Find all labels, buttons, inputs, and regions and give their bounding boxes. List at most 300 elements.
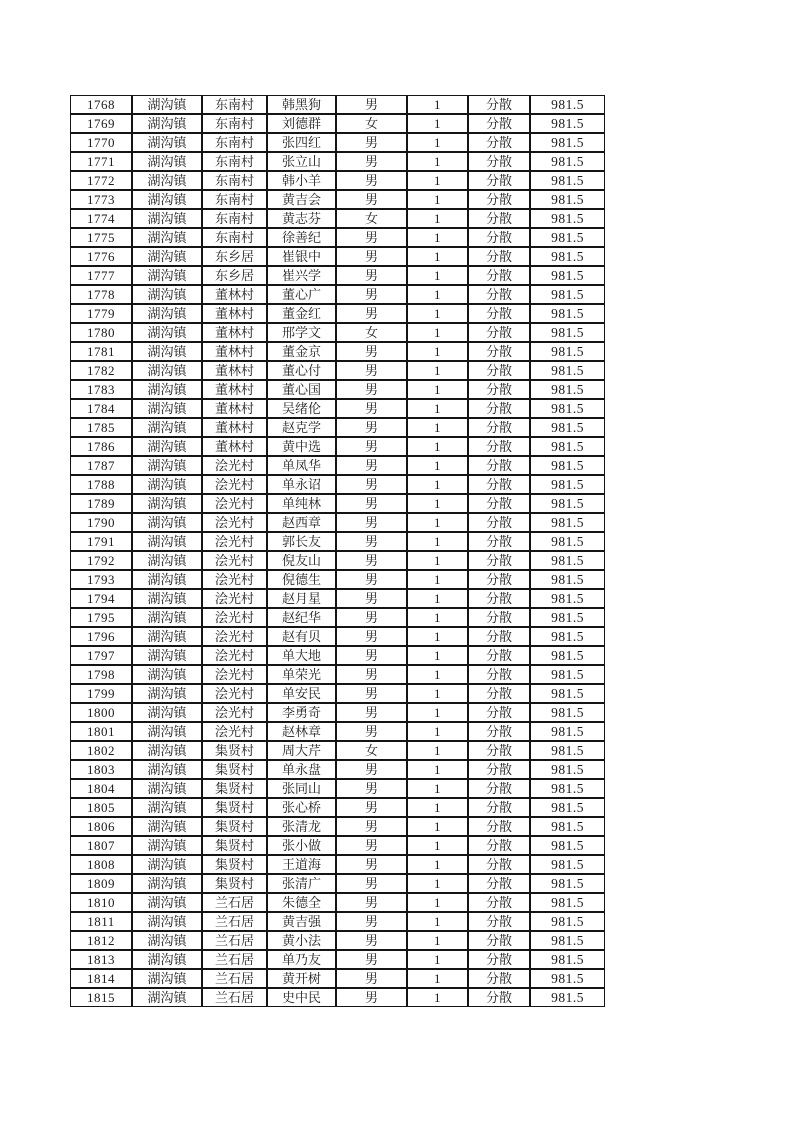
cell-town: 湖沟镇 [132,342,202,361]
cell-town: 湖沟镇 [132,798,202,817]
table-row [70,266,605,285]
table-row [70,893,605,912]
cell-gender: 男 [336,798,407,817]
cell-count: 1 [407,342,468,361]
cell-type: 分散 [468,285,530,304]
cell-town: 湖沟镇 [132,722,202,741]
cell-name: 单凤华 [267,456,336,475]
cell-serial: 1804 [70,779,132,798]
table-row [70,608,605,627]
cell-count: 1 [407,285,468,304]
cell-name: 单乃友 [267,950,336,969]
cell-village: 浍光村 [202,456,267,475]
cell-amount: 981.5 [530,589,605,608]
cell-count: 1 [407,418,468,437]
cell-type: 分散 [468,988,530,1007]
cell-serial: 1770 [70,133,132,152]
cell-amount: 981.5 [530,209,605,228]
cell-village: 兰石居 [202,893,267,912]
cell-count: 1 [407,475,468,494]
cell-village: 浍光村 [202,475,267,494]
table-row [70,228,605,247]
cell-village: 东南村 [202,95,267,114]
cell-town: 湖沟镇 [132,874,202,893]
cell-count: 1 [407,551,468,570]
cell-count: 1 [407,399,468,418]
cell-town: 湖沟镇 [132,836,202,855]
cell-town: 湖沟镇 [132,152,202,171]
cell-gender: 男 [336,893,407,912]
cell-gender: 男 [336,969,407,988]
cell-serial: 1796 [70,627,132,646]
table-row [70,760,605,779]
cell-amount: 981.5 [530,323,605,342]
cell-gender: 女 [336,323,407,342]
cell-serial: 1782 [70,361,132,380]
cell-town: 湖沟镇 [132,380,202,399]
cell-village: 浍光村 [202,665,267,684]
cell-count: 1 [407,190,468,209]
cell-gender: 女 [336,741,407,760]
cell-count: 1 [407,152,468,171]
cell-serial: 1794 [70,589,132,608]
cell-name: 董金红 [267,304,336,323]
cell-count: 1 [407,437,468,456]
cell-village: 兰石居 [202,912,267,931]
cell-name: 董心国 [267,380,336,399]
cell-name: 赵林章 [267,722,336,741]
cell-town: 湖沟镇 [132,475,202,494]
cell-count: 1 [407,988,468,1007]
cell-name: 黄吉强 [267,912,336,931]
cell-gender: 男 [336,399,407,418]
cell-amount: 981.5 [530,722,605,741]
cell-type: 分散 [468,817,530,836]
cell-gender: 男 [336,570,407,589]
cell-village: 董林村 [202,418,267,437]
cell-count: 1 [407,874,468,893]
cell-amount: 981.5 [530,190,605,209]
cell-name: 徐善纪 [267,228,336,247]
cell-village: 东南村 [202,152,267,171]
cell-town: 湖沟镇 [132,494,202,513]
cell-name: 董心付 [267,361,336,380]
cell-town: 湖沟镇 [132,817,202,836]
cell-serial: 1808 [70,855,132,874]
cell-gender: 男 [336,494,407,513]
cell-count: 1 [407,114,468,133]
cell-name: 崔银中 [267,247,336,266]
cell-village: 东南村 [202,190,267,209]
cell-serial: 1813 [70,950,132,969]
cell-amount: 981.5 [530,874,605,893]
cell-town: 湖沟镇 [132,532,202,551]
cell-town: 湖沟镇 [132,456,202,475]
cell-serial: 1780 [70,323,132,342]
cell-amount: 981.5 [530,247,605,266]
cell-village: 浍光村 [202,494,267,513]
cell-gender: 男 [336,912,407,931]
cell-count: 1 [407,627,468,646]
cell-gender: 男 [336,988,407,1007]
cell-type: 分散 [468,969,530,988]
cell-town: 湖沟镇 [132,646,202,665]
table-row [70,703,605,722]
cell-serial: 1776 [70,247,132,266]
table-row [70,646,605,665]
cell-gender: 男 [336,513,407,532]
cell-town: 湖沟镇 [132,855,202,874]
cell-count: 1 [407,684,468,703]
cell-serial: 1797 [70,646,132,665]
cell-type: 分散 [468,133,530,152]
cell-town: 湖沟镇 [132,570,202,589]
cell-count: 1 [407,361,468,380]
cell-gender: 男 [336,684,407,703]
table-row [70,988,605,1007]
cell-type: 分散 [468,741,530,760]
cell-count: 1 [407,380,468,399]
cell-type: 分散 [468,779,530,798]
cell-village: 浍光村 [202,589,267,608]
cell-amount: 981.5 [530,95,605,114]
cell-type: 分散 [468,323,530,342]
cell-gender: 男 [336,190,407,209]
cell-type: 分散 [468,361,530,380]
cell-count: 1 [407,646,468,665]
cell-gender: 女 [336,114,407,133]
cell-gender: 男 [336,266,407,285]
cell-gender: 男 [336,551,407,570]
cell-name: 单荣光 [267,665,336,684]
cell-count: 1 [407,494,468,513]
cell-name: 赵月星 [267,589,336,608]
cell-serial: 1795 [70,608,132,627]
cell-gender: 男 [336,665,407,684]
cell-count: 1 [407,798,468,817]
cell-village: 兰石居 [202,950,267,969]
cell-village: 董林村 [202,380,267,399]
table-row [70,342,605,361]
table-row [70,456,605,475]
cell-amount: 981.5 [530,342,605,361]
cell-count: 1 [407,950,468,969]
cell-count: 1 [407,741,468,760]
cell-type: 分散 [468,532,530,551]
cell-amount: 981.5 [530,513,605,532]
cell-town: 湖沟镇 [132,589,202,608]
cell-type: 分散 [468,304,530,323]
cell-name: 张四红 [267,133,336,152]
cell-name: 黄吉会 [267,190,336,209]
table-row [70,836,605,855]
cell-amount: 981.5 [530,152,605,171]
cell-village: 浍光村 [202,532,267,551]
table-row [70,247,605,266]
cell-village: 兰石居 [202,931,267,950]
cell-name: 史中民 [267,988,336,1007]
cell-amount: 981.5 [530,133,605,152]
cell-town: 湖沟镇 [132,323,202,342]
cell-amount: 981.5 [530,969,605,988]
cell-amount: 981.5 [530,380,605,399]
cell-type: 分散 [468,171,530,190]
cell-name: 董心广 [267,285,336,304]
cell-village: 董林村 [202,304,267,323]
cell-type: 分散 [468,209,530,228]
cell-gender: 男 [336,152,407,171]
cell-village: 浍光村 [202,551,267,570]
cell-amount: 981.5 [530,228,605,247]
cell-village: 兰石居 [202,988,267,1007]
cell-serial: 1771 [70,152,132,171]
table-row [70,95,605,114]
cell-name: 张小做 [267,836,336,855]
cell-gender: 男 [336,342,407,361]
cell-type: 分散 [468,627,530,646]
cell-name: 单大地 [267,646,336,665]
cell-type: 分散 [468,475,530,494]
cell-serial: 1810 [70,893,132,912]
cell-type: 分散 [468,418,530,437]
cell-type: 分散 [468,399,530,418]
cell-town: 湖沟镇 [132,285,202,304]
cell-village: 东南村 [202,228,267,247]
cell-gender: 男 [336,760,407,779]
cell-amount: 981.5 [530,741,605,760]
cell-name: 董金京 [267,342,336,361]
cell-type: 分散 [468,437,530,456]
cell-name: 张清龙 [267,817,336,836]
cell-serial: 1779 [70,304,132,323]
table-row [70,969,605,988]
cell-village: 集贤村 [202,817,267,836]
cell-name: 张立山 [267,152,336,171]
cell-town: 湖沟镇 [132,931,202,950]
table-row [70,133,605,152]
cell-amount: 981.5 [530,551,605,570]
cell-village: 董林村 [202,437,267,456]
cell-serial: 1801 [70,722,132,741]
table-row [70,285,605,304]
cell-type: 分散 [468,228,530,247]
cell-serial: 1805 [70,798,132,817]
cell-town: 湖沟镇 [132,608,202,627]
cell-name: 单安民 [267,684,336,703]
cell-village: 浍光村 [202,703,267,722]
cell-village: 董林村 [202,399,267,418]
cell-type: 分散 [468,247,530,266]
cell-town: 湖沟镇 [132,171,202,190]
cell-name: 赵西章 [267,513,336,532]
cell-serial: 1815 [70,988,132,1007]
cell-name: 倪德生 [267,570,336,589]
cell-village: 东南村 [202,114,267,133]
cell-serial: 1809 [70,874,132,893]
beneficiary-table [70,95,605,1007]
cell-count: 1 [407,817,468,836]
cell-name: 黄开树 [267,969,336,988]
cell-gender: 男 [336,532,407,551]
cell-amount: 981.5 [530,931,605,950]
cell-type: 分散 [468,551,530,570]
cell-amount: 981.5 [530,760,605,779]
cell-amount: 981.5 [530,494,605,513]
cell-amount: 981.5 [530,171,605,190]
cell-town: 湖沟镇 [132,133,202,152]
cell-town: 湖沟镇 [132,209,202,228]
cell-count: 1 [407,532,468,551]
cell-count: 1 [407,589,468,608]
cell-village: 东乡居 [202,266,267,285]
cell-name: 韩小羊 [267,171,336,190]
cell-type: 分散 [468,950,530,969]
cell-type: 分散 [468,798,530,817]
cell-town: 湖沟镇 [132,760,202,779]
cell-town: 湖沟镇 [132,247,202,266]
cell-town: 湖沟镇 [132,912,202,931]
cell-type: 分散 [468,912,530,931]
table-row [70,513,605,532]
cell-count: 1 [407,722,468,741]
cell-serial: 1773 [70,190,132,209]
cell-name: 单永诏 [267,475,336,494]
cell-type: 分散 [468,456,530,475]
cell-serial: 1774 [70,209,132,228]
cell-town: 湖沟镇 [132,304,202,323]
cell-serial: 1777 [70,266,132,285]
cell-type: 分散 [468,342,530,361]
cell-village: 浍光村 [202,684,267,703]
cell-amount: 981.5 [530,779,605,798]
cell-count: 1 [407,247,468,266]
cell-count: 1 [407,513,468,532]
cell-village: 兰石居 [202,969,267,988]
cell-count: 1 [407,912,468,931]
cell-amount: 981.5 [530,285,605,304]
cell-name: 吴绪伦 [267,399,336,418]
cell-village: 集贤村 [202,798,267,817]
cell-type: 分散 [468,893,530,912]
cell-type: 分散 [468,380,530,399]
cell-amount: 981.5 [530,399,605,418]
cell-name: 张心桥 [267,798,336,817]
cell-serial: 1784 [70,399,132,418]
cell-town: 湖沟镇 [132,665,202,684]
cell-count: 1 [407,836,468,855]
cell-serial: 1806 [70,817,132,836]
cell-gender: 男 [336,456,407,475]
cell-type: 分散 [468,570,530,589]
cell-count: 1 [407,266,468,285]
cell-village: 董林村 [202,323,267,342]
cell-name: 朱德全 [267,893,336,912]
table-row [70,817,605,836]
cell-name: 赵有贝 [267,627,336,646]
table-row [70,475,605,494]
table-row [70,779,605,798]
cell-serial: 1814 [70,969,132,988]
cell-serial: 1768 [70,95,132,114]
cell-amount: 981.5 [530,608,605,627]
cell-town: 湖沟镇 [132,684,202,703]
table-row [70,190,605,209]
cell-serial: 1791 [70,532,132,551]
cell-type: 分散 [468,722,530,741]
cell-count: 1 [407,133,468,152]
cell-name: 单纯林 [267,494,336,513]
cell-amount: 981.5 [530,114,605,133]
cell-name: 李勇奇 [267,703,336,722]
cell-serial: 1798 [70,665,132,684]
cell-serial: 1807 [70,836,132,855]
cell-gender: 男 [336,950,407,969]
cell-gender: 男 [336,817,407,836]
cell-serial: 1792 [70,551,132,570]
cell-serial: 1812 [70,931,132,950]
cell-count: 1 [407,760,468,779]
cell-type: 分散 [468,114,530,133]
cell-count: 1 [407,893,468,912]
cell-serial: 1789 [70,494,132,513]
cell-count: 1 [407,95,468,114]
cell-amount: 981.5 [530,912,605,931]
cell-gender: 男 [336,855,407,874]
cell-count: 1 [407,665,468,684]
cell-village: 东南村 [202,133,267,152]
cell-village: 浍光村 [202,646,267,665]
cell-gender: 男 [336,836,407,855]
table-row [70,551,605,570]
cell-amount: 981.5 [530,266,605,285]
table-row [70,304,605,323]
cell-village: 集贤村 [202,836,267,855]
cell-count: 1 [407,171,468,190]
cell-gender: 男 [336,703,407,722]
table-row [70,950,605,969]
cell-serial: 1799 [70,684,132,703]
cell-name: 赵纪华 [267,608,336,627]
cell-village: 东乡居 [202,247,267,266]
cell-name: 倪友山 [267,551,336,570]
cell-gender: 男 [336,627,407,646]
cell-type: 分散 [468,931,530,950]
cell-town: 湖沟镇 [132,114,202,133]
cell-gender: 男 [336,228,407,247]
cell-village: 集贤村 [202,741,267,760]
cell-gender: 男 [336,361,407,380]
cell-gender: 男 [336,874,407,893]
cell-village: 董林村 [202,285,267,304]
cell-gender: 男 [336,380,407,399]
cell-amount: 981.5 [530,304,605,323]
cell-name: 黄中选 [267,437,336,456]
cell-village: 集贤村 [202,779,267,798]
table-row [70,171,605,190]
cell-gender: 女 [336,209,407,228]
cell-type: 分散 [468,703,530,722]
table-row [70,380,605,399]
table-row [70,361,605,380]
table-row [70,627,605,646]
cell-town: 湖沟镇 [132,190,202,209]
cell-amount: 981.5 [530,893,605,912]
cell-name: 刘德群 [267,114,336,133]
table-row [70,418,605,437]
cell-count: 1 [407,703,468,722]
cell-name: 黄小法 [267,931,336,950]
cell-amount: 981.5 [530,855,605,874]
